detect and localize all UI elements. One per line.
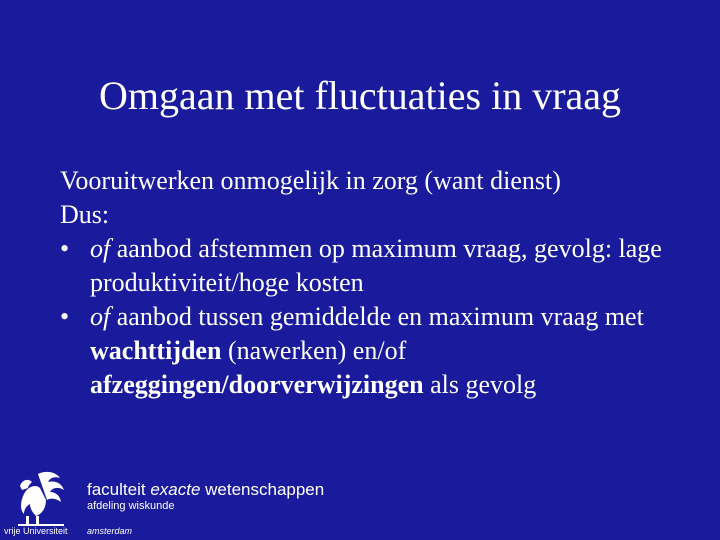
bullet2-bold-a: wachttijden (90, 336, 222, 365)
bullet2-text-c: als gevolg (423, 370, 537, 399)
university-name: vrije Universiteit (4, 526, 68, 536)
faculty-text-b: exacte (150, 480, 201, 499)
bullet2-bold-b: afzeggingen/doorverwijzingen (90, 370, 424, 399)
bullet-item-2 (60, 300, 700, 402)
bullet2-text-a: aanbod tussen gemiddelde en maximum vraag met (110, 302, 644, 331)
city-name: amsterdam (87, 526, 133, 536)
bullet1-text: aanbod afstemmen op maximum vraag, gevolg: lage produktiviteit/hoge kosten (90, 234, 662, 297)
department-name: afdeling wiskunde (87, 500, 175, 512)
bullet1-of: of (90, 234, 111, 263)
slide-title: Omgaan met fluctuaties in vraag (98, 73, 622, 118)
bullet-icon: • (60, 302, 70, 331)
dus-label: Dus: (60, 200, 110, 229)
bullet2-text-b: (nawerken) en/of (221, 336, 407, 365)
bullet2-of: of (90, 302, 111, 331)
griffin-logo-icon (6, 466, 76, 528)
faculty-text-a: faculteit (87, 480, 151, 499)
intro-text: Vooruitwerken onmogelijk in zorg (want dienst) (60, 166, 561, 195)
bullet-icon: • (60, 234, 70, 263)
bullet-item-1 (60, 232, 700, 300)
faculty-name (87, 480, 324, 500)
footer (0, 462, 720, 540)
slide-body (60, 164, 700, 402)
faculty-text-c: wetenschappen (200, 480, 325, 499)
